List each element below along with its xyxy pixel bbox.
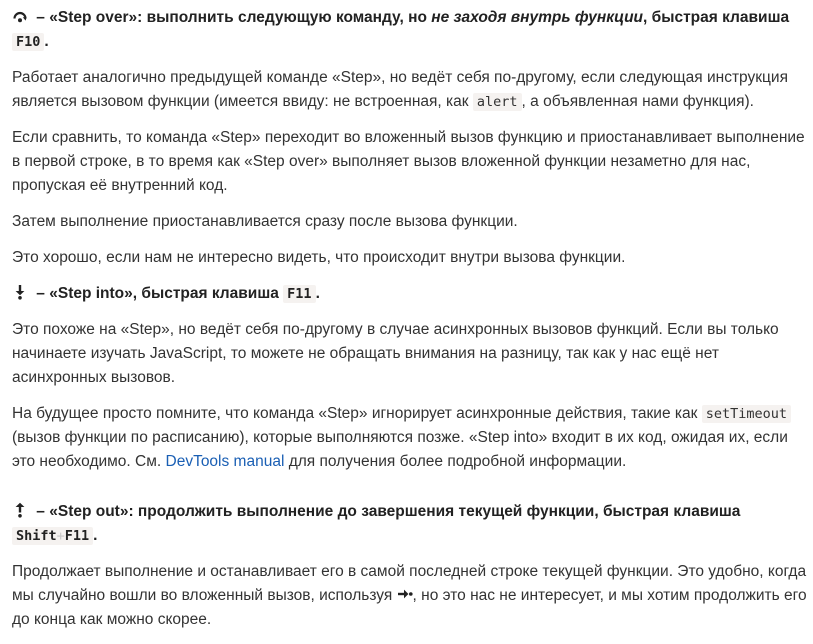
key-plus: + bbox=[56, 528, 65, 544]
step-over-paragraph-3: Затем выполнение приостанавливается сразу после вызова функции. bbox=[12, 213, 518, 230]
step-over-icon bbox=[12, 8, 28, 24]
step-into-p2-end: для получения более подробной информации. bbox=[284, 453, 627, 470]
step-into-heading-end: . bbox=[315, 285, 320, 302]
step-over-p1-text: Работает аналогично предыдущей команде «Step», но ведёт себя по-другому, если следующая инструкция является вызовом функции (имеется ввиду: не встроенная, как bbox=[12, 69, 788, 110]
step-over-paragraph-1 bbox=[12, 66, 807, 114]
step-over-heading-text: – «Step over»: выполнить следующую команду, но bbox=[32, 9, 432, 26]
devtools-manual-link[interactable]: DevTools manual bbox=[165, 453, 285, 470]
step-over-paragraph-2: Если сравнить, то команда «Step» переходит во вложенный вызов функцию и приостанавливает выполнение в первой строке, в то время как «Step over» выполняет вызов вложенной функции незаметно для нас, пропуская её внутренний код. bbox=[12, 129, 805, 194]
step-over-heading-emphasis: не заходя внутрь функции bbox=[431, 9, 644, 26]
step-out-icon bbox=[12, 502, 28, 518]
code-settimeout: setTimeout bbox=[702, 405, 791, 423]
step-into-icon bbox=[12, 284, 28, 300]
step-out-p1-end: , но это нас не интересует, и мы хотим продолжить его до конца как можно скорее. bbox=[12, 587, 807, 628]
step-out-paragraph-1 bbox=[12, 560, 807, 632]
key-f11: F11 bbox=[283, 285, 315, 303]
key-shift-f11 bbox=[12, 527, 93, 545]
step-out-heading-text: – «Step out»: продолжить выполнение до завершения текущей функции, быстрая клавиша bbox=[32, 503, 741, 520]
step-over-p1-end: , а объявленная нами функция). bbox=[521, 93, 754, 110]
code-alert: alert bbox=[473, 93, 522, 111]
step-into-heading-text: – «Step into», быстрая клавиша bbox=[32, 285, 284, 302]
step-over-heading-end: . bbox=[44, 33, 49, 50]
key-shift: Shift bbox=[16, 528, 57, 544]
step-over-heading-suffix: , быстрая клавиша bbox=[643, 9, 790, 26]
step-into-p2-text: На будущее просто помните, что команда «Step» игнорирует асинхронные действия, такие как bbox=[12, 405, 702, 422]
step-over-paragraph-4: Это хорошо, если нам не интересно видеть, что происходит внутри вызова функции. bbox=[12, 249, 626, 266]
step-out-heading-end: . bbox=[93, 527, 98, 544]
key-f11-out: F11 bbox=[64, 528, 90, 544]
step-into-paragraph-1: Это похоже на «Step», но ведёт себя по-другому в случае асинхронных вызовов функций. Если вы только начинаете изучать JavaScript, то можете не обращать внимания на разницу, так как у нас ещё нет асинхронных вызовов. bbox=[12, 321, 779, 386]
step-out-heading bbox=[12, 500, 813, 548]
step-icon bbox=[397, 585, 413, 599]
step-into-heading bbox=[12, 282, 813, 306]
step-into-paragraph-2 bbox=[12, 402, 807, 474]
step-over-heading bbox=[12, 6, 813, 54]
step-into-p2-middle: (вызов функции по расписанию), которые выполняются позже. «Step into» входит в их код, ожидая их, если это необходимо. См. bbox=[12, 429, 788, 470]
key-f10: F10 bbox=[12, 33, 44, 51]
step-out-p1-text: Продолжает выполнение и останавливает его в самой последней строке текущей функции. Это удобно, когда мы случайно вошли во вложенный вызов, используя bbox=[12, 563, 807, 604]
